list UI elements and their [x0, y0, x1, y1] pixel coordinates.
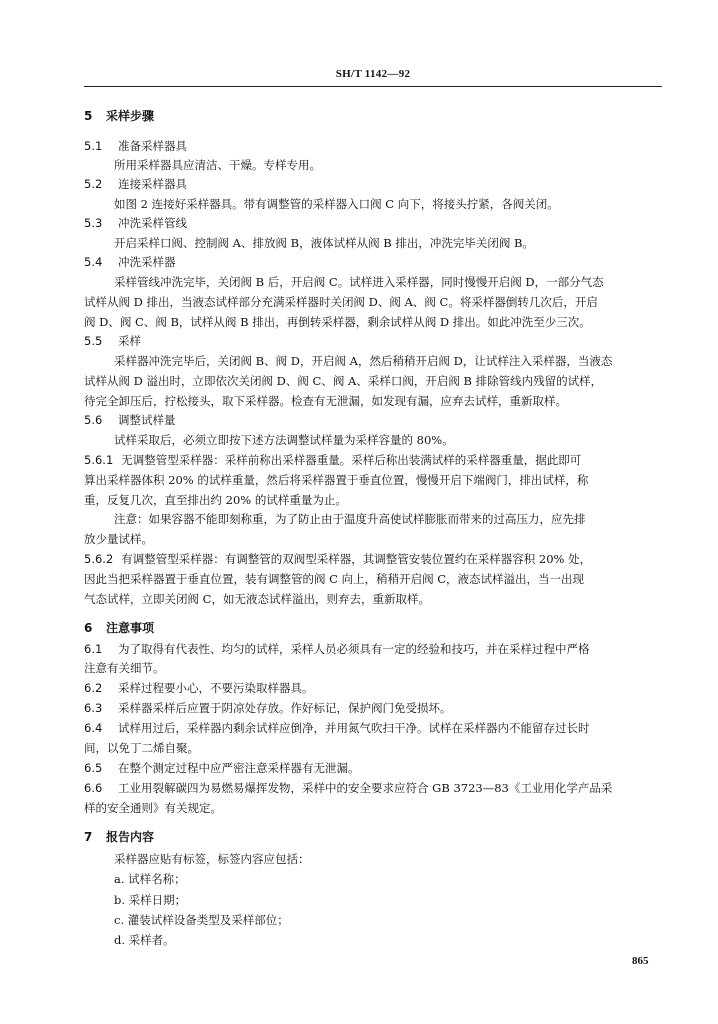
- clause-number: 6.4: [84, 721, 103, 735]
- indented-text-line: 如图 2 连接好采样器具。带有调整管的采样器入口阀 C 向下，将接头拧紧，各阀关闭。: [114, 197, 559, 211]
- page-number: 865: [632, 955, 649, 967]
- subsection-line: [84, 254, 662, 270]
- indented-text-line: 开启采样口阀、控制阀 A、排放阀 B，液体试样从阀 B 排出，冲洗完毕关闭阀 B。: [114, 236, 534, 250]
- clause-number: 6.2: [84, 681, 103, 695]
- clause-number: 5.6.2: [84, 552, 114, 566]
- clause-number: 5.2: [84, 177, 103, 191]
- subsection-line: [84, 176, 662, 192]
- clause-text: 无调整管型采样器：采样前称出采样器重量。采样后称出装满试样的采样器重量，据此即可: [121, 453, 582, 467]
- clause-text: 采样过程要小心，不要污染取样器具。: [118, 681, 314, 695]
- text-line: 间，以免丁二烯自聚。: [84, 741, 199, 755]
- indented-text-line: 注意：如果容器不能即刻称重，为了防止由于温度升高使试样膨胀而带来的过高压力，应先排: [114, 512, 586, 526]
- subsection-line: [84, 333, 662, 349]
- clause-number: 5.1: [84, 139, 103, 153]
- subsection-line: [84, 641, 662, 657]
- section-heading: [84, 829, 662, 845]
- section-title: 采样步骤: [106, 109, 155, 123]
- clause-number: 5.6: [84, 413, 103, 427]
- section-title: 注意事项: [106, 621, 155, 635]
- text-line: 样的安全通则》有关规定。: [84, 801, 222, 815]
- numbered-clause-line: [84, 551, 662, 567]
- section-heading: [84, 620, 662, 636]
- clause-text: 采样器采样后应置于阴凉处存放。作好标记，保护阀门免受损坏。: [118, 701, 452, 715]
- clause-text: 冲洗采样管线: [118, 216, 187, 230]
- clause-text: 冲洗采样器: [118, 255, 176, 269]
- indented-text-line: 采样器冲洗完毕后，关闭阀 B、阀 D，开启阀 A，然后稍稍开启阀 D，让试样注入采样器，当液态: [114, 354, 613, 368]
- clause-number: 6.3: [84, 701, 103, 715]
- clause-number: 5.4: [84, 255, 103, 269]
- indented-text-line: d. 采样者。: [114, 933, 175, 947]
- clause-text: 准备采样器具: [118, 139, 187, 153]
- indented-text-line: 试样采取后，必须立即按下述方法调整试样量为采样容量的 80%。: [114, 433, 454, 447]
- clause-number: 6.6: [84, 781, 103, 795]
- text-line: 气态试样，立即关闭阀 C，如无液态试样溢出，则弃去，重新取样。: [84, 592, 430, 606]
- clause-number: 6.5: [84, 761, 103, 775]
- clause-text: 连接采样器具: [118, 177, 187, 191]
- text-line: 算出采样器体积 20% 的试样重量，然后将采样器置于垂直位置，慢慢开启下端阀门，排出试样，称: [84, 473, 589, 487]
- subsection-line: [84, 760, 662, 776]
- text-line: 试样从阀 D 溢出时，立即依次关闭阀 D、阀 C、阀 A、采样口阀，开启阀 B 排除管线内残留的试样，: [84, 374, 603, 388]
- clause-text: 调整试样量: [118, 413, 176, 427]
- text-line: 试样从阀 D 排出，当液态试样部分充满采样器时关闭阀 D、阀 A、阀 C。将采样器倒转几次后，开启: [84, 295, 598, 309]
- clause-text: 工业用裂解碳四为易燃易爆挥发物，采样中的安全要求应符合 GB 3723—83《工业用化学产品采: [118, 781, 613, 795]
- subsection-line: [84, 780, 662, 796]
- clause-text: 为了取得有代表性、均匀的试样，采样人员必须具有一定的经验和技巧，并在采样过程中严格: [118, 642, 590, 656]
- section-number: 5: [84, 109, 93, 123]
- numbered-clause-line: [84, 452, 662, 468]
- clause-text: 采样: [118, 334, 141, 348]
- subsection-line: [84, 720, 662, 736]
- subsection-line: [84, 412, 662, 428]
- subsection-line: [84, 680, 662, 696]
- clause-text: 试样用过后，采样器内剩余试样应倒净，并用氮气吹扫干净。试样在采样器内不能留存过长时: [118, 721, 590, 735]
- clause-text: 有调整管型采样器：有调整管的双阀型采样器，其调整管安装位置约在采样器容积 20% 处，: [121, 552, 592, 566]
- indented-text-line: 采样器应贴有标签，标签内容应包括：: [114, 852, 310, 866]
- section-title: 报告内容: [106, 830, 155, 844]
- clause-number: 5.5: [84, 334, 103, 348]
- clause-number: 6.1: [84, 642, 103, 656]
- section-heading: [84, 108, 662, 124]
- indented-text-line: c. 灌装试样设备类型及采样部位；: [114, 913, 289, 927]
- indented-text-line: 所用采样器具应清洁、干燥。专样专用。: [114, 158, 321, 172]
- text-line: 阀 D、阀 C、阀 B，试样从阀 B 排出，再倒转采样器，剩余试样从阀 D 排出。如此冲洗至少三次。: [84, 315, 591, 329]
- text-line: 重，反复几次，直至排出约 20% 的试样重量为止。: [84, 493, 347, 507]
- clause-text: 在整个测定过程中应严密注意采样器有无泄漏。: [118, 761, 360, 775]
- text-line: 注意有关细节。: [84, 661, 165, 675]
- subsection-line: [84, 215, 662, 231]
- clause-number: 5.6.1: [84, 453, 114, 467]
- header-rule: [84, 86, 662, 87]
- text-line: 因此当把采样器置于垂直位置，装有调整管的阀 C 向上，稍稍开启阀 C，液态试样溢出，当一出现: [84, 572, 585, 586]
- indented-text-line: 采样管线冲洗完毕，关闭阀 B 后，开启阀 C。试样进入采样器，同时慢慢开启阀 D，一部分气态: [114, 275, 604, 289]
- section-number: 6: [84, 621, 93, 635]
- subsection-line: [84, 700, 662, 716]
- indented-text-line: b. 采样日期；: [114, 893, 187, 907]
- clause-number: 5.3: [84, 216, 103, 230]
- text-line: 放少量试样。: [84, 532, 153, 546]
- text-line: 待完全卸压后，拧松接头，取下采样器。检查有无泄漏，如发现有漏，应弃去试样，重新取样。: [84, 394, 567, 408]
- indented-text-line: a. 试样名称；: [114, 872, 186, 886]
- section-number: 7: [84, 830, 93, 844]
- subsection-line: [84, 138, 662, 154]
- page-header-code: SH/T 1142—92: [335, 68, 411, 80]
